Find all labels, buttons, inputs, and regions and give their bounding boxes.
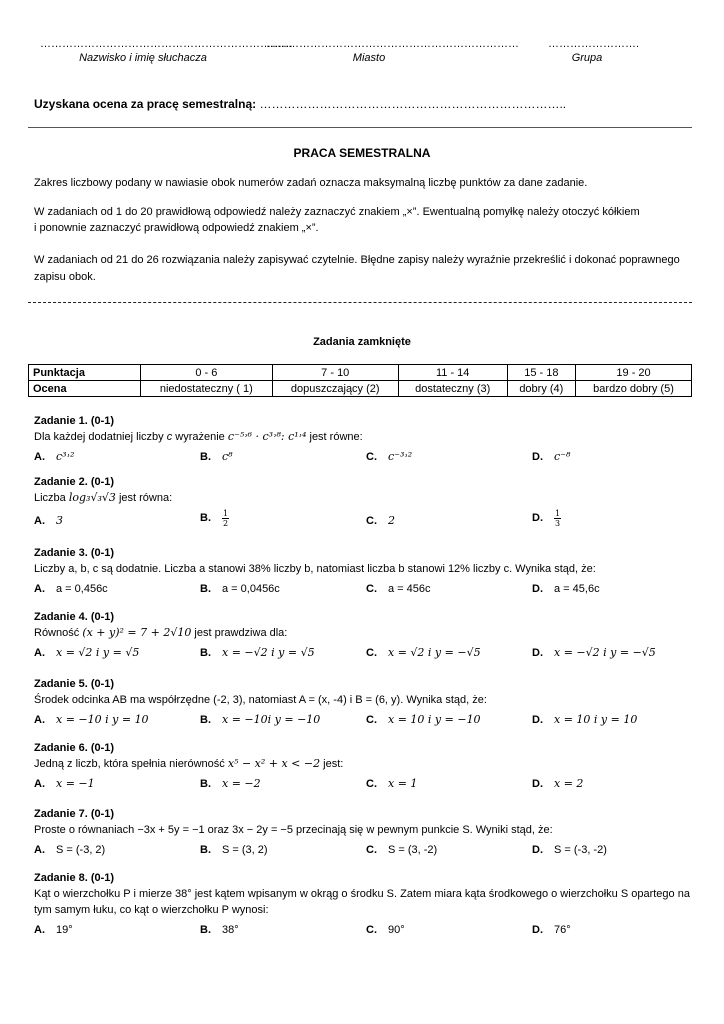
table-cell: dobry (4) bbox=[507, 381, 576, 397]
option-c[interactable]: C. S = (3, -2) bbox=[366, 844, 438, 856]
option-b[interactable]: B. $\frac{1}{2}$ bbox=[200, 509, 229, 528]
table-cell: 7 - 10 bbox=[272, 365, 398, 381]
answer-options bbox=[34, 580, 698, 600]
task-6 bbox=[34, 740, 698, 795]
option-b[interactable]: B. x = −√2 i y = √5 bbox=[200, 646, 315, 659]
option-a[interactable]: A. 19° bbox=[34, 924, 73, 936]
task-7 bbox=[34, 806, 698, 861]
task-text: Jedną z liczb, która spełnia nierówność x⁵ − x² + x < −2 jest: bbox=[34, 757, 344, 770]
option-c[interactable]: C. 2 bbox=[366, 514, 395, 527]
task-3 bbox=[34, 545, 698, 600]
answer-options bbox=[34, 921, 694, 941]
grade-label: Uzyskana ocena za pracę semestralną: bbox=[34, 97, 257, 111]
table-cell: niedostateczny ( 1) bbox=[141, 381, 273, 397]
intro-paragraph-1: Zakres liczbowy podany w nawiasie obok numerów zadań oznacza maksymalną liczbę punktów za dane zadanie. bbox=[34, 177, 588, 189]
table-cell: dopuszczający (2) bbox=[272, 381, 398, 397]
intro-paragraph-2-line-2: i ponownie zaznaczyć prawidłową odpowiedź znakiem „×”. bbox=[34, 221, 319, 234]
table-cell: bardzo dobry (5) bbox=[576, 381, 692, 397]
answer-options bbox=[34, 644, 698, 664]
fraction: $\frac{1}{3}$ bbox=[555, 509, 561, 528]
intro-paragraph-2 bbox=[34, 205, 694, 236]
option-a[interactable]: A. x = −10 i y = 10 bbox=[34, 713, 149, 726]
math-expression: (x + y)² = 7 + 2√10 bbox=[82, 626, 192, 639]
task-heading: Zadanie 1. (0-1) bbox=[34, 415, 115, 427]
option-d[interactable]: D. x = 10 i y = 10 bbox=[532, 713, 638, 726]
option-c[interactable]: C. a = 456c bbox=[366, 583, 431, 595]
option-d[interactable]: D. x = 2 bbox=[532, 777, 584, 790]
option-b[interactable]: B. c⁸ bbox=[200, 450, 233, 463]
option-b[interactable]: B. S = (3, 2) bbox=[200, 844, 268, 856]
city-dots[interactable]: …………………………………………………………… bbox=[266, 38, 519, 50]
option-a[interactable]: A. a = 0,456c bbox=[34, 583, 108, 595]
option-d[interactable]: D. S = (-3, -2) bbox=[532, 844, 607, 856]
intro-paragraph-3: W zadaniach od 21 do 26 rozwiązania należy zapisywać czytelnie. Błędne zapisy należy wyraźnie przekreślić i dokonać poprawnego zapisu obok. bbox=[34, 254, 680, 283]
table-cell: dostateczny (3) bbox=[398, 381, 507, 397]
task-4 bbox=[34, 609, 698, 664]
task-text: Dla każdej dodatniej liczby c wyrażenie c⁻⁵˒⁶ · c³˒⁸: c¹˒⁴ jest równe: bbox=[34, 430, 363, 443]
divider-top bbox=[28, 127, 692, 128]
group-label: Grupa bbox=[571, 52, 603, 64]
option-c[interactable]: C. c⁻³˒² bbox=[366, 450, 413, 463]
math-expression: log₃√₃√3 bbox=[68, 491, 116, 504]
name-label: Nazwisko i imię słuchacza bbox=[79, 52, 207, 64]
task-heading: Zadanie 7. (0-1) bbox=[34, 808, 115, 820]
task-heading: Zadanie 4. (0-1) bbox=[34, 611, 115, 623]
option-c[interactable]: C. x = 10 i y = −10 bbox=[366, 713, 481, 726]
divider-dashed bbox=[28, 302, 692, 303]
table-cell: 15 - 18 bbox=[507, 365, 576, 381]
option-d[interactable]: D. $\frac{1}{3}$ bbox=[532, 509, 561, 528]
task-heading: Zadanie 3. (0-1) bbox=[34, 547, 115, 559]
task-1 bbox=[34, 413, 698, 468]
task-5 bbox=[34, 676, 698, 731]
table-row bbox=[29, 381, 692, 397]
option-d[interactable]: D. a = 45,6c bbox=[532, 583, 600, 595]
group-dots[interactable]: ……………………. bbox=[548, 38, 640, 50]
table-cell: 19 - 20 bbox=[576, 365, 692, 381]
section-title: Zadania zamknięte bbox=[313, 336, 411, 348]
task-heading: Zadanie 5. (0-1) bbox=[34, 678, 115, 690]
table-cell: Ocena bbox=[29, 381, 141, 397]
option-a[interactable]: A. 3 bbox=[34, 514, 63, 527]
task-text: Proste o równaniach −3x + 5y = −1 oraz 3x − 2y = −5 przecinają się w pewnym punkcie S. Wyniki stąd, że: bbox=[34, 824, 553, 836]
city-label: Miasto bbox=[352, 52, 386, 64]
table-cell: 11 - 14 bbox=[398, 365, 507, 381]
task-8 bbox=[34, 870, 694, 941]
name-dots[interactable]: …………………………………………………………… bbox=[40, 38, 293, 50]
option-b[interactable]: B. a = 0,0456c bbox=[200, 583, 280, 595]
task-heading: Zadanie 8. (0-1) bbox=[34, 872, 115, 884]
task-text: Równość (x + y)² = 7 + 2√10 jest prawdziwa dla: bbox=[34, 626, 288, 639]
task-heading: Zadanie 6. (0-1) bbox=[34, 742, 115, 754]
page-title: PRACA SEMESTRALNA bbox=[293, 146, 431, 160]
option-c[interactable]: C. 90° bbox=[366, 924, 405, 936]
option-a[interactable]: A. x = √2 i y = √5 bbox=[34, 646, 140, 659]
table-cell: Punktacja bbox=[29, 365, 141, 381]
option-c[interactable]: C. x = √2 i y = −√5 bbox=[366, 646, 481, 659]
option-b[interactable]: B. x = −10i y = −10 bbox=[200, 713, 321, 726]
answer-options bbox=[34, 509, 698, 533]
option-a[interactable]: A. c³˒² bbox=[34, 450, 75, 463]
option-b[interactable]: B. x = −2 bbox=[200, 777, 261, 790]
task-text: Kąt o wierzchołku P i mierze 38° jest kątem wpisanym w okrąg o środku S. Zatem miara kąta środkowego o wierzchołku S opartego na tym samym łuku, co kąt o wierzchołku P wynosi: bbox=[34, 888, 690, 916]
math-expression: c⁻⁵˒⁶ · c³˒⁸: c¹˒⁴ bbox=[227, 430, 307, 443]
fraction: $\frac{1}{2}$ bbox=[223, 509, 229, 528]
option-a[interactable]: A. x = −1 bbox=[34, 777, 95, 790]
task-heading: Zadanie 2. (0-1) bbox=[34, 476, 115, 488]
option-d[interactable]: D. c⁻⁸ bbox=[532, 450, 571, 463]
grading-table bbox=[28, 364, 692, 397]
task-2 bbox=[34, 474, 698, 533]
option-c[interactable]: C. x = 1 bbox=[366, 777, 418, 790]
answer-options bbox=[34, 448, 698, 468]
option-d[interactable]: D. 76° bbox=[532, 924, 571, 936]
table-row bbox=[29, 365, 692, 381]
option-d[interactable]: D. x = −√2 i y = −√5 bbox=[532, 646, 656, 659]
table-cell: 0 - 6 bbox=[141, 365, 273, 381]
option-a[interactable]: A. S = (-3, 2) bbox=[34, 844, 106, 856]
intro-paragraph-2-line-1: W zadaniach od 1 do 20 prawidłową odpowiedź należy zaznaczyć znakiem „×”. Ewentualną pomyłkę należy otoczyć kółkiem bbox=[34, 206, 640, 218]
answer-options bbox=[34, 711, 698, 731]
grade-dots[interactable]: ………………………………………………………………….. bbox=[259, 97, 567, 111]
task-text: Liczba log₃√₃√3 jest równa: bbox=[34, 491, 173, 504]
answer-options bbox=[34, 841, 698, 861]
option-b[interactable]: B. 38° bbox=[200, 924, 239, 936]
task-text: Środek odcinka AB ma współrzędne (-2, 3), natomiast A = (x, -4) i B = (6, y). Wynika stąd, że: bbox=[34, 694, 487, 706]
answer-options bbox=[34, 775, 698, 795]
math-expression: x⁵ − x² + x < −2 bbox=[227, 757, 321, 770]
grade-line bbox=[34, 97, 566, 111]
task-text: Liczby a, b, c są dodatnie. Liczba a stanowi 38% liczby b, natomiast liczba b stanowi 12% liczby c. Wynika stąd, że: bbox=[34, 563, 596, 575]
